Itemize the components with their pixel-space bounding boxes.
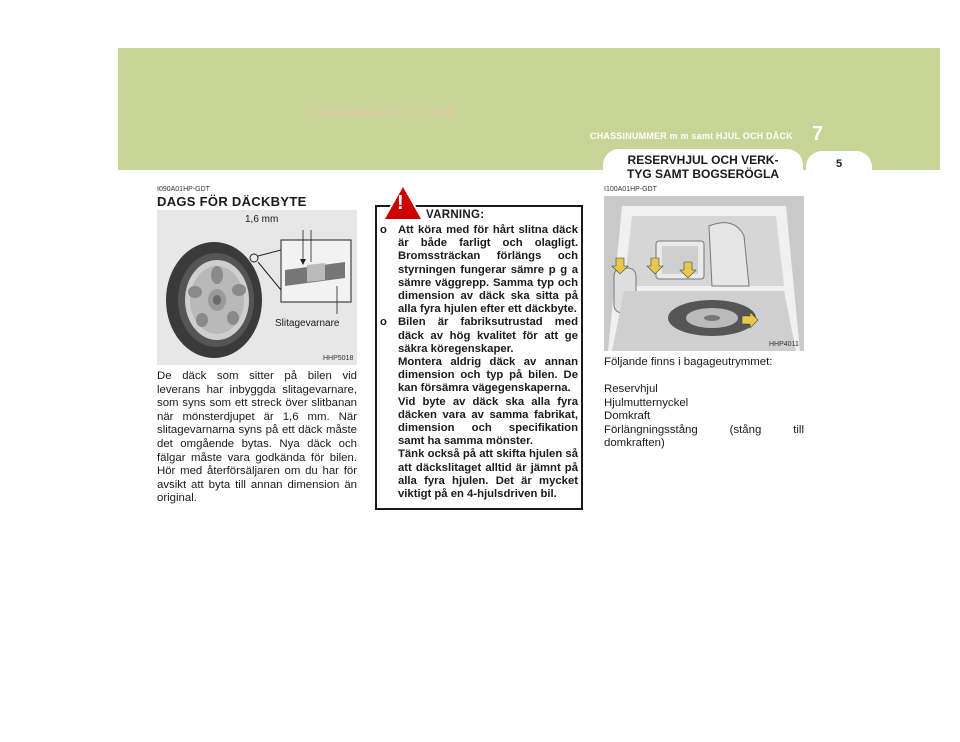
- list-item: Hjulmutternyckel: [604, 396, 689, 409]
- list-item: Domkraft: [604, 410, 651, 423]
- wear-indicator-label: Slitagevarnare: [275, 318, 340, 329]
- tire-illustration: [157, 210, 357, 365]
- warning-symbol: !: [397, 192, 404, 214]
- warning-item-text-2: Montera aldrig däck av annan dimension och typ på bilen. De kan försämra vägegenskaperna.: [398, 356, 578, 395]
- bullet: o: [380, 224, 387, 236]
- chapter-title: CHASSINUMMER m m samt HJUL OCH DÄCK: [590, 131, 793, 141]
- warning-item: [380, 316, 578, 501]
- cargo-illustration: [604, 196, 804, 351]
- section-title-line-1: RESERVHJUL OCH VERK-: [627, 153, 779, 167]
- cargo-items-list: [604, 383, 804, 451]
- warning-title: VARNING:: [426, 209, 485, 221]
- bullet: o: [380, 316, 387, 329]
- warning-item-text-3: Vid byte av däck ska alla fyra däcken vara av samma fabrikat, dimension och specifikation samt ha samma mönster.: [398, 395, 578, 448]
- cargo-figure: [604, 196, 804, 351]
- tire-figure: [157, 210, 357, 365]
- section-title-tab: [603, 149, 803, 183]
- watermark[interactable]: CarManuals2.com: [308, 102, 457, 121]
- page-number: 5: [806, 151, 872, 183]
- list-item: Reservhjul: [604, 383, 658, 395]
- left-section-code: I090A01HP-GDT: [157, 186, 210, 193]
- list-item: Förlängningsstång (stång till domkraften): [604, 423, 804, 450]
- chapter-number: 7: [812, 123, 824, 145]
- warning-item-text: Bilen är fabriksutrustad med däck av hög kvalitet för att ge säkra köregenskaper.: [398, 316, 578, 355]
- right-intro-text: Följande finns i bagageutrymmet:: [604, 356, 773, 368]
- left-heading: DAGS FÖR DÄCKBYTE: [157, 194, 307, 209]
- warning-list: [380, 224, 578, 501]
- section-title-line-2: TYG SAMT BOGSERÖGLA: [626, 167, 779, 181]
- warning-item-text: Att köra med för hårt slitna däck är både farligt och olagligt. Bromssträckan förlängs och styrningen fungerar sämre p g a sämre väggrepp. Samma typ och dimension av däck ska sitta på alla fyra hjulen efter ett däckbyte.: [398, 224, 578, 316]
- left-body-text: De däck som sitter på bilen vid leverans har inbyggda slitagevarnare, som syns som ett streck över slitbanan när mönsterdjupet är 1,6 mm. När slitagevarnarna syns på ett däck måste det omgående bytas. Nya däck och fälgar måste vara godkända för bilen. Hör med återförsäljaren om du har för avsikt att byta till annan dimension än original.: [157, 370, 357, 505]
- cargo-figure-code: HHP4011: [769, 341, 799, 348]
- right-section-code: I100A01HP-GDT: [604, 186, 657, 193]
- tread-depth-label: 1,6 mm: [245, 214, 279, 225]
- warning-item: [380, 224, 578, 316]
- warning-item-text-4: Tänk också på att skifta hjulen så att däckslitaget alltid är jämnt på alla fyra hjulen. Det är mycket viktigt på en 4-hjulsdriven bil.: [398, 448, 578, 501]
- tire-figure-code: HHP5018: [323, 355, 354, 362]
